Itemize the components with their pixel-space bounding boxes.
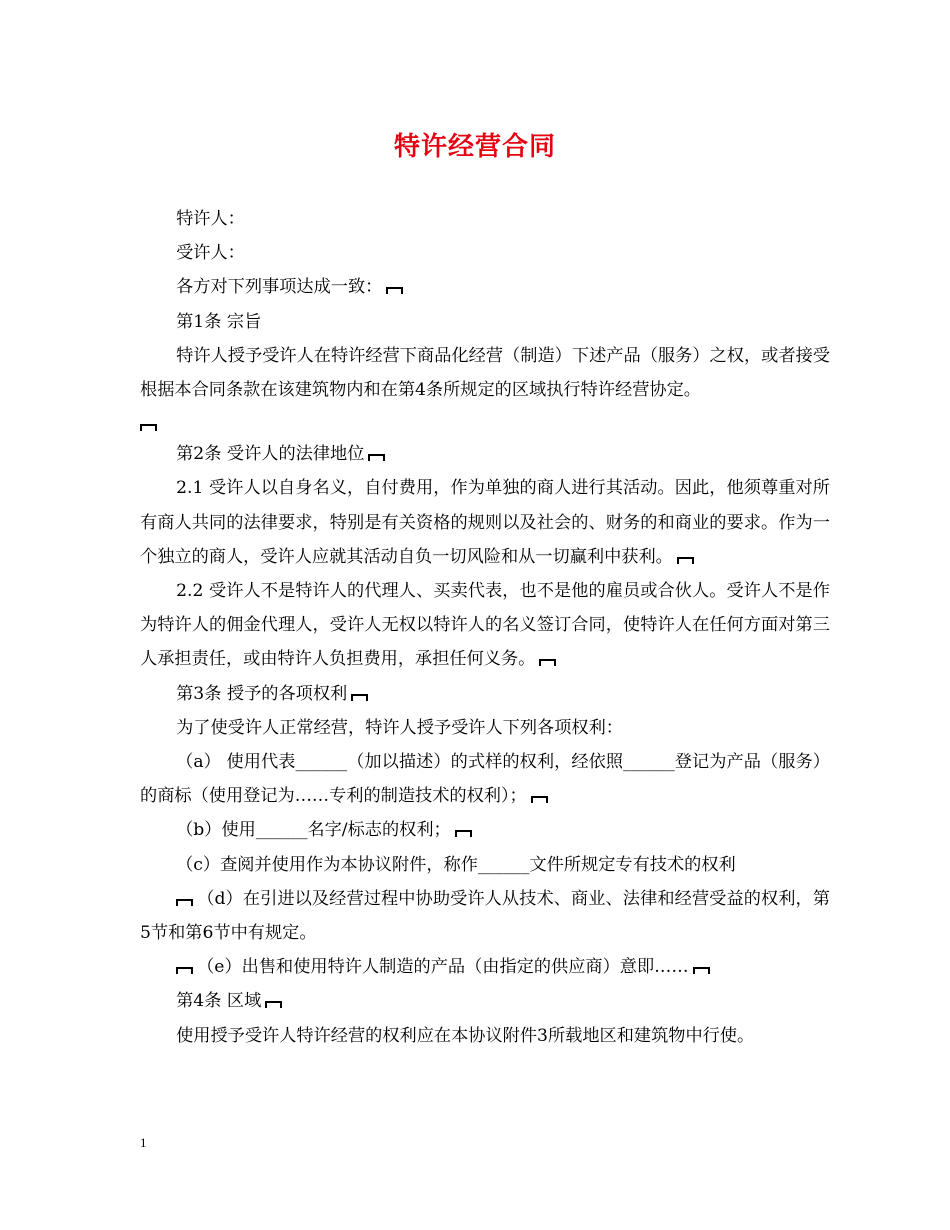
paragraph-text: 第2条 受许人的法律地位 — [176, 444, 365, 465]
paragraph-text: 受许人： — [176, 243, 245, 264]
paragraph-mark-icon — [140, 424, 157, 431]
paragraph-mark-icon — [531, 796, 548, 803]
paragraph-text: （a） 使用代表______（加以描述）的式样的权利，经依照______登记为产品（服务）的商标（使用登记为……专利的制造技术的权利）； — [140, 752, 830, 807]
paragraph-text: 特许人授予受许人在特许经营下商品化经营（制造）下述产品（服务）之权，或者接受根据本合同条款在该建筑物内和在第4条所规定的区域执行特许经营协定。 — [140, 345, 830, 401]
paragraph-agreement — [140, 270, 830, 304]
paragraph-mark-line — [140, 407, 830, 437]
paragraph-mark-icon — [176, 899, 193, 906]
article-3-heading — [140, 677, 830, 711]
paragraph-mark-icon — [693, 967, 710, 974]
paragraph-mark-icon — [539, 659, 556, 666]
paragraph-mark-icon — [386, 287, 403, 294]
paragraph-mark-icon — [176, 967, 193, 974]
paragraph-text: 2.1 受许人以自身名义，自付费用，作为单独的商人进行其活动。因此，他须尊重对所有商人共同的法律要求，特别是有关资格的规则以及社会的、财务的和商业的要求。作为一个独立的商人，受许人应就其活动自负一切风险和从一切赢利中获利。 — [140, 478, 830, 567]
article-3-intro — [140, 711, 830, 745]
article-3-item-e — [140, 950, 830, 984]
document-body — [140, 202, 830, 1053]
paragraph-text: （b）使用______名字/标志的权利； — [176, 820, 451, 841]
article-1-heading — [140, 305, 830, 339]
paragraph-mark-icon — [368, 454, 385, 461]
paragraph-text: 特许人： — [176, 209, 245, 229]
article-1-body — [140, 339, 830, 407]
paragraph-text: 第4条 区域 — [176, 991, 262, 1012]
paragraph-text: 第1条 宗旨 — [176, 311, 262, 332]
paragraph-franchisor — [140, 202, 830, 236]
article-2-heading — [140, 437, 830, 471]
paragraph-text: 2.2 受许人不是特许人的代理人、买卖代表，也不是他的雇员或合伙人。受许人不是作为特许人的佣金代理人，受许人无权以特许人的名义签订合同，使特许人在任何方面对第三人承担责任，或由特许人负担费用，承担任何义务。 — [140, 581, 830, 670]
article-3-item-c — [140, 848, 830, 882]
article-2-1 — [140, 471, 830, 574]
article-4-body — [140, 1019, 830, 1053]
paragraph-text: 第3条 授予的各项权利 — [176, 683, 348, 704]
paragraph-mark-icon — [265, 1001, 282, 1008]
paragraph-franchisee — [140, 236, 830, 270]
paragraph-text: （d）在引进以及经营过程中协助受许人从技术、商业、法律和经营受益的权利，第5节和第6节中有规定。 — [140, 888, 830, 944]
article-3-item-a — [140, 745, 830, 813]
article-2-2 — [140, 574, 830, 677]
article-4-heading — [140, 984, 830, 1018]
paragraph-text: （c）查阅并使用作为本协议附件，称作______文件所规定专有技术的权利 — [176, 854, 736, 875]
article-3-item-b — [140, 813, 830, 847]
paragraph-text: 为了使受许人正常经营，特许人授予受许人下列各项权利： — [176, 717, 623, 738]
paragraph-text: 各方对下列事项达成一致： — [176, 277, 383, 298]
paragraph-mark-icon — [351, 694, 368, 701]
page-number: 1 — [140, 1135, 147, 1150]
paragraph-text: 使用授予受许人特许经营的权利应在本协议附件3所载地区和建筑物中行使。 — [176, 1025, 755, 1046]
article-3-item-d — [140, 882, 830, 950]
paragraph-mark-icon — [455, 830, 472, 837]
document-title: 特许经营合同 — [393, 132, 556, 162]
paragraph-mark-icon — [677, 557, 694, 564]
paragraph-text: （e）出售和使用特许人制造的产品（由指定的供应商）意即…… — [197, 957, 689, 978]
